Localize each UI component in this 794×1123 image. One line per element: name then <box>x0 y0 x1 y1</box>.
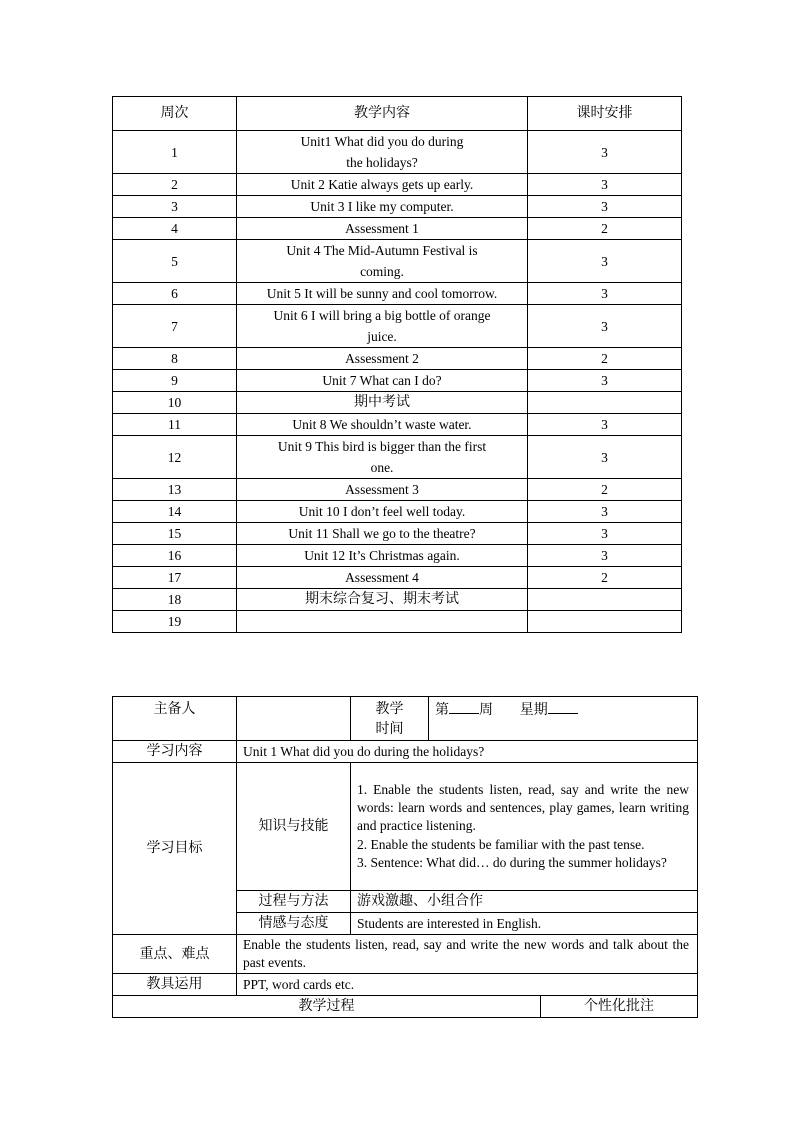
knowledge-value <box>351 763 698 891</box>
teaching-content <box>237 218 528 240</box>
content-line: Unit1 What did you do during <box>300 134 464 149</box>
weekday-blank <box>548 699 578 714</box>
week-prefix: 第 <box>435 702 449 718</box>
emotion-value: Students are interested in English. <box>351 913 698 935</box>
teaching-content <box>237 370 528 392</box>
teaching-time-label-2: 时间 <box>375 720 404 737</box>
header-week: 周次 <box>113 97 237 131</box>
class-hours: 3 <box>528 523 682 545</box>
class-hours: 3 <box>528 196 682 218</box>
week-number: 15 <box>113 523 237 545</box>
content-row <box>113 741 698 763</box>
teaching-content <box>237 545 528 567</box>
preparer-label: 主备人 <box>113 697 237 741</box>
content-line: Unit 11 Shall we go to the theatre? <box>288 526 476 541</box>
class-hours <box>528 611 682 633</box>
week-number: 1 <box>113 131 237 174</box>
process-header: 教学过程 <box>113 996 541 1018</box>
class-hours: 2 <box>528 218 682 240</box>
week-number: 10 <box>113 392 237 414</box>
week-number: 5 <box>113 240 237 283</box>
class-hours: 3 <box>528 305 682 348</box>
week-number: 16 <box>113 545 237 567</box>
teaching-content <box>237 567 528 589</box>
week-number: 2 <box>113 174 237 196</box>
key-value: Enable the students listen, read, say and write the new words and talk about the past events. <box>237 935 698 974</box>
class-hours: 3 <box>528 174 682 196</box>
week-number: 19 <box>113 611 237 633</box>
content-line: Assessment 2 <box>345 351 419 366</box>
teaching-content <box>237 305 528 348</box>
week-number: 14 <box>113 501 237 523</box>
class-hours: 3 <box>528 240 682 283</box>
content-line: Unit 7 What can I do? <box>322 373 442 388</box>
class-hours: 3 <box>528 414 682 436</box>
class-hours: 3 <box>528 545 682 567</box>
content-line: one. <box>370 460 394 475</box>
schedule-row <box>113 436 682 479</box>
content-line: 期末综合复习、期末考试 <box>305 591 459 607</box>
content-line: Unit 10 I don’t feel well today. <box>298 504 466 519</box>
content-line: Assessment 3 <box>345 482 419 497</box>
teaching-content <box>237 348 528 370</box>
emotion-label: 情感与态度 <box>237 913 351 935</box>
schedule-row <box>113 501 682 523</box>
knowledge-line-3: 3. Sentence: What did… do during the summer holidays? <box>357 854 667 870</box>
week-blank <box>449 699 479 714</box>
content-line: Unit 9 This bird is bigger than the first <box>277 439 487 454</box>
schedule-row <box>113 392 682 414</box>
process-value: 游戏激趣、小组合作 <box>351 891 698 913</box>
content-line: Unit 6 I will bring a big bottle of orange <box>273 308 491 323</box>
teaching-content <box>237 414 528 436</box>
content-line: Assessment 1 <box>345 221 419 236</box>
week-number: 17 <box>113 567 237 589</box>
week-number: 8 <box>113 348 237 370</box>
weekday-label: 星期 <box>519 702 548 718</box>
content-line: Unit 2 Katie always gets up early. <box>290 177 474 192</box>
teaching-content <box>237 523 528 545</box>
content-line: Unit 4 The Mid-Autumn Festival is <box>286 243 478 258</box>
lesson-plan-table <box>112 696 698 1018</box>
week-number: 11 <box>113 414 237 436</box>
schedule-row <box>113 196 682 218</box>
content-line: Unit 12 It’s Christmas again. <box>304 548 460 563</box>
knowledge-line-2: 2. Enable the students be familiar with the past tense. <box>357 836 645 852</box>
header-content: 教学内容 <box>237 97 528 131</box>
key-row <box>113 935 698 974</box>
schedule-row <box>113 131 682 174</box>
teaching-content <box>237 240 528 283</box>
teaching-content <box>237 174 528 196</box>
tools-row <box>113 974 698 996</box>
knowledge-row <box>113 763 698 891</box>
week-number: 4 <box>113 218 237 240</box>
key-label: 重点、难点 <box>113 935 237 974</box>
content-line: 期中考试 <box>354 394 410 410</box>
class-hours <box>528 589 682 611</box>
class-hours: 3 <box>528 501 682 523</box>
knowledge-label: 知识与技能 <box>237 763 351 891</box>
preparer-value <box>237 697 351 741</box>
week-suffix: 周 <box>479 702 493 718</box>
class-hours: 3 <box>528 436 682 479</box>
schedule-row <box>113 174 682 196</box>
goals-label: 学习目标 <box>113 763 237 935</box>
schedule-row <box>113 611 682 633</box>
teaching-time-label <box>351 697 429 741</box>
content-label: 学习内容 <box>113 741 237 763</box>
teaching-content <box>237 479 528 501</box>
teaching-content <box>237 131 528 174</box>
comment-header: 个性化批注 <box>541 996 698 1018</box>
class-hours: 3 <box>528 370 682 392</box>
preparer-row <box>113 697 698 741</box>
class-hours: 3 <box>528 131 682 174</box>
class-hours: 3 <box>528 283 682 305</box>
week-number: 7 <box>113 305 237 348</box>
content-line: Unit 5 It will be sunny and cool tomorrow. <box>266 286 498 301</box>
teaching-content <box>237 283 528 305</box>
teaching-content <box>237 611 528 633</box>
content-line: juice. <box>367 329 397 344</box>
process-label: 过程与方法 <box>237 891 351 913</box>
content-line: Assessment 4 <box>345 570 419 585</box>
schedule-row <box>113 305 682 348</box>
tools-value: PPT, word cards etc. <box>237 974 698 996</box>
teaching-content <box>237 196 528 218</box>
class-hours: 2 <box>528 479 682 501</box>
teaching-content <box>237 436 528 479</box>
schedule-header-row <box>113 97 682 131</box>
schedule-row <box>113 348 682 370</box>
schedule-table <box>112 96 682 633</box>
teaching-time-value <box>429 697 698 741</box>
week-number: 9 <box>113 370 237 392</box>
teaching-time-label-1: 教学 <box>375 700 404 717</box>
content-line: coming. <box>360 264 404 279</box>
schedule-row <box>113 567 682 589</box>
schedule-row <box>113 414 682 436</box>
teaching-content <box>237 589 528 611</box>
content-line: Unit 3 I like my computer. <box>310 199 454 214</box>
process-header-row <box>113 996 698 1018</box>
schedule-row <box>113 240 682 283</box>
class-hours <box>528 392 682 414</box>
schedule-row <box>113 523 682 545</box>
schedule-row <box>113 479 682 501</box>
teaching-content <box>237 501 528 523</box>
schedule-row <box>113 370 682 392</box>
header-hours: 课时安排 <box>528 97 682 131</box>
content-line: the holidays? <box>346 155 418 170</box>
teaching-content <box>237 392 528 414</box>
schedule-row <box>113 589 682 611</box>
week-number: 13 <box>113 479 237 501</box>
week-number: 18 <box>113 589 237 611</box>
class-hours: 2 <box>528 567 682 589</box>
schedule-row <box>113 283 682 305</box>
week-number: 12 <box>113 436 237 479</box>
week-number: 6 <box>113 283 237 305</box>
week-number: 3 <box>113 196 237 218</box>
schedule-row <box>113 545 682 567</box>
content-value: Unit 1 What did you do during the holidays? <box>237 741 698 763</box>
tools-label: 教具运用 <box>113 974 237 996</box>
class-hours: 2 <box>528 348 682 370</box>
content-line: Unit 8 We shouldn’t waste water. <box>292 417 472 432</box>
schedule-row <box>113 218 682 240</box>
knowledge-line-1: 1. Enable the students listen, read, say and write the new words: learn words and sentences, play games, learn writing and practice listening. <box>357 781 690 834</box>
